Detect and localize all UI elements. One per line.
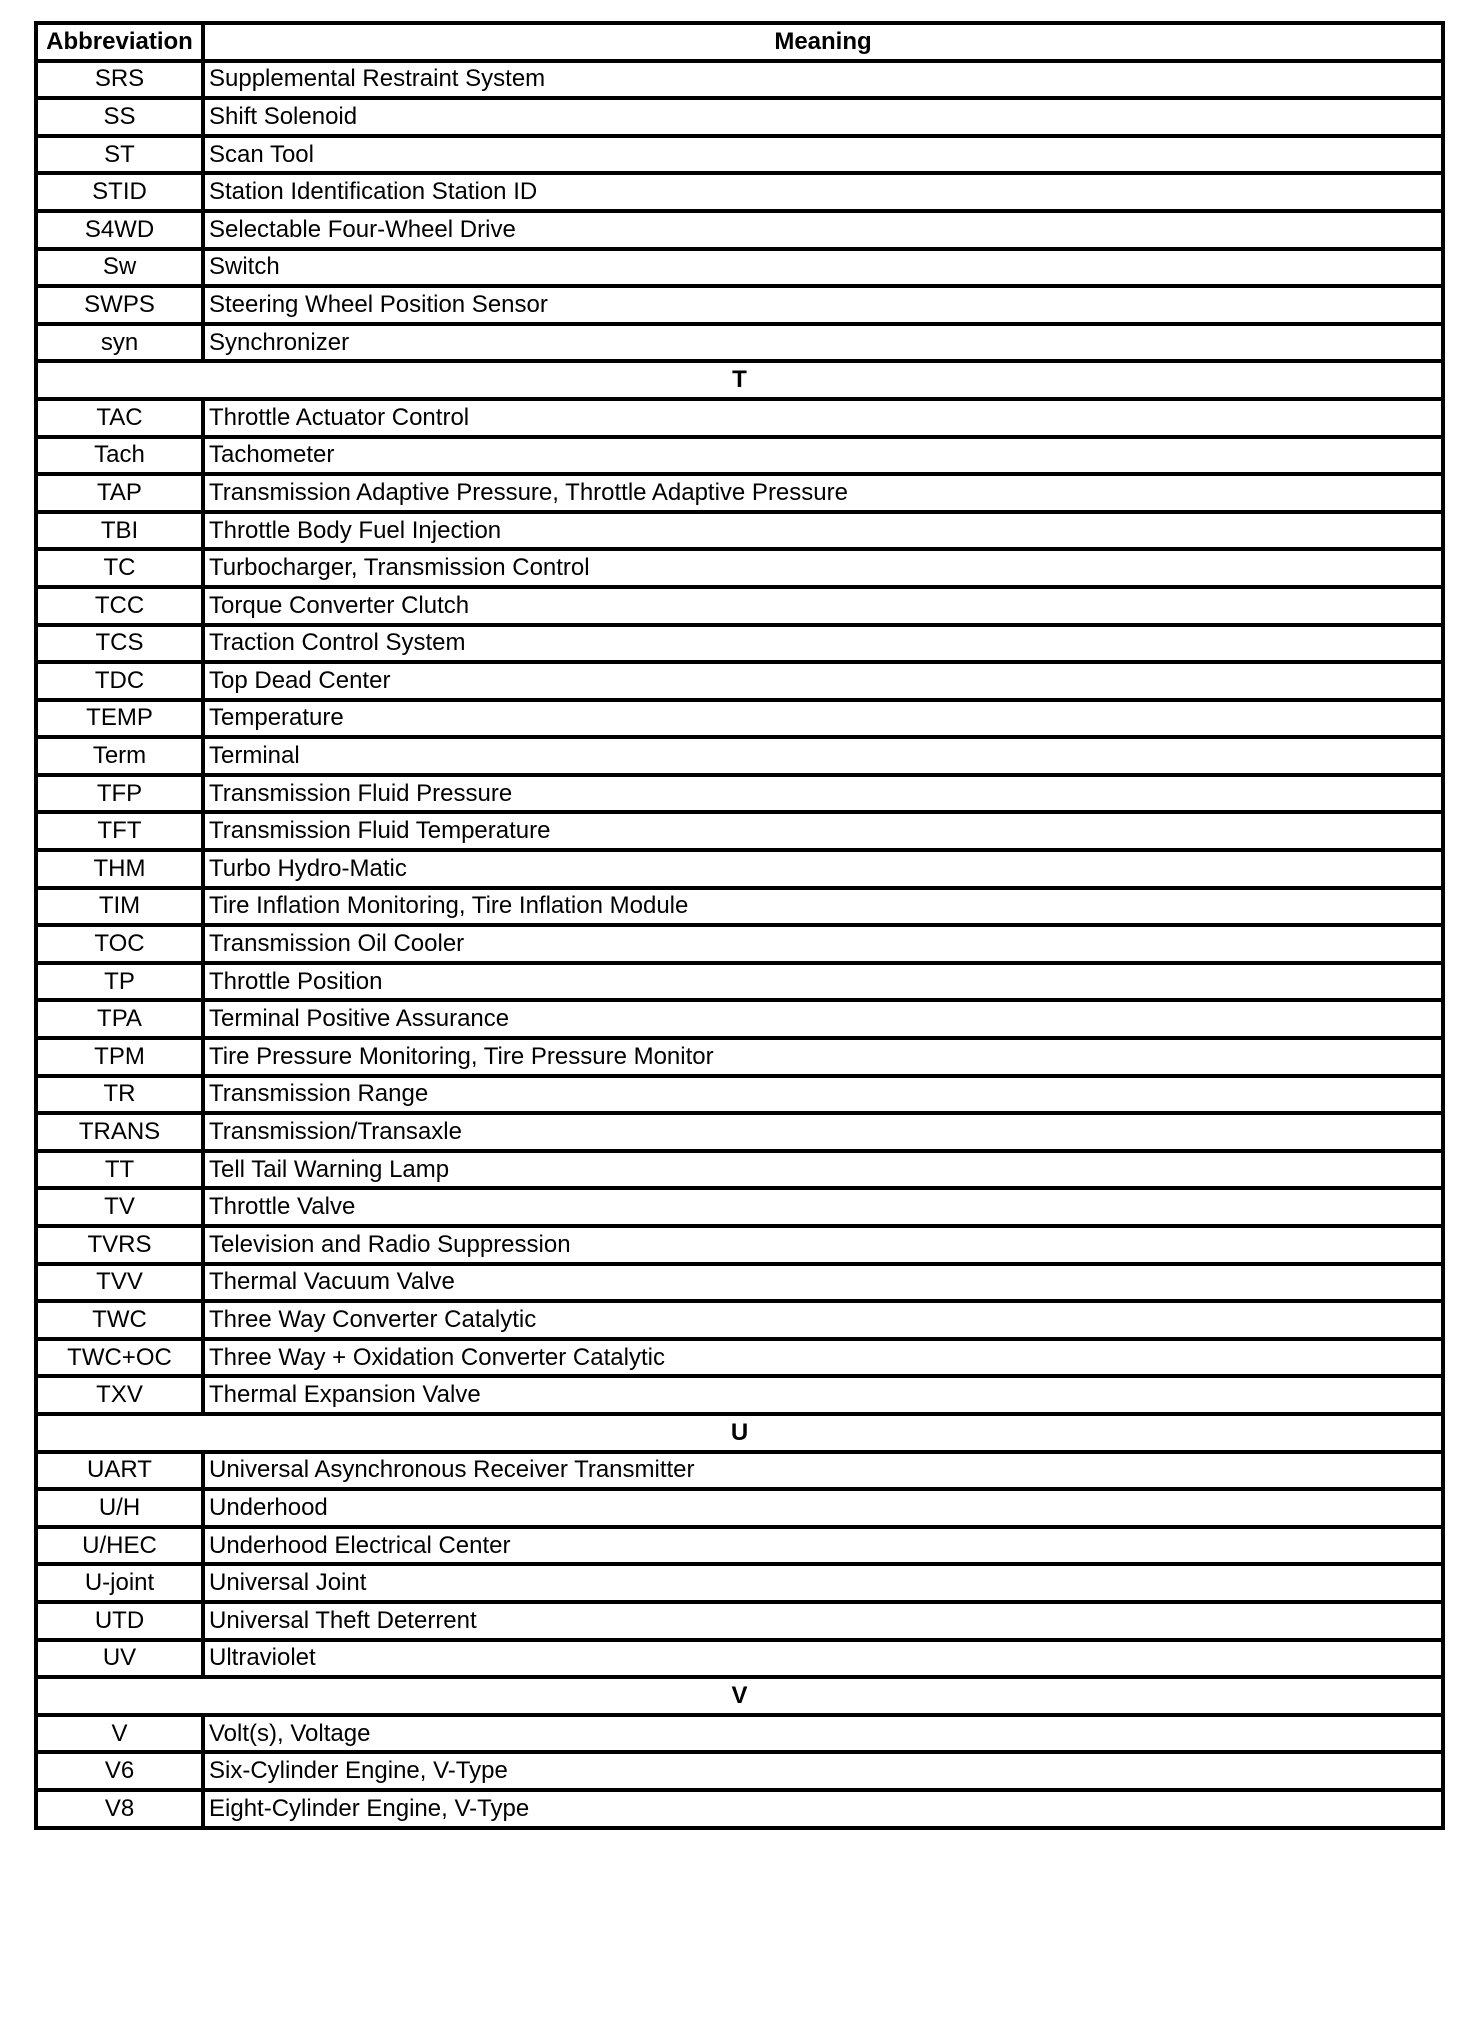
table-body	[36, 61, 1443, 1828]
abbreviation-cell: TRANS	[36, 1113, 203, 1151]
table-row	[36, 775, 1443, 813]
meaning-cell: Station Identification Station ID	[203, 173, 1443, 211]
table-row	[36, 1602, 1443, 1640]
meaning-cell: Three Way Converter Catalytic	[203, 1301, 1443, 1339]
table-row	[36, 1226, 1443, 1264]
section-header-row	[36, 1414, 1443, 1452]
table-row	[36, 1752, 1443, 1790]
meaning-cell: Terminal Positive Assurance	[203, 1000, 1443, 1038]
meaning-cell: Traction Control System	[203, 625, 1443, 663]
abbreviation-cell: TPM	[36, 1038, 203, 1076]
abbreviation-cell: SS	[36, 98, 203, 136]
abbreviation-cell: TCC	[36, 587, 203, 625]
table-row	[36, 136, 1443, 174]
table-row	[36, 925, 1443, 963]
meaning-cell: Turbocharger, Transmission Control	[203, 549, 1443, 587]
abbreviation-cell: U-joint	[36, 1564, 203, 1602]
abbreviation-table	[34, 21, 1445, 1830]
abbreviation-cell: U/H	[36, 1489, 203, 1527]
abbreviation-cell: TPA	[36, 1000, 203, 1038]
meaning-cell: Tire Pressure Monitoring, Tire Pressure Monitor	[203, 1038, 1443, 1076]
table-row	[36, 324, 1443, 362]
abbreviation-cell: V	[36, 1715, 203, 1753]
meaning-column-header: Meaning	[203, 23, 1443, 61]
meaning-cell: Throttle Actuator Control	[203, 399, 1443, 437]
meaning-cell: Tell Tail Warning Lamp	[203, 1151, 1443, 1189]
table-row	[36, 1489, 1443, 1527]
table-row	[36, 662, 1443, 700]
meaning-cell: Selectable Four-Wheel Drive	[203, 211, 1443, 249]
abbreviation-cell: ST	[36, 136, 203, 174]
abbreviation-cell: TBI	[36, 512, 203, 550]
meaning-cell: Tachometer	[203, 437, 1443, 475]
meaning-cell: Temperature	[203, 700, 1443, 738]
abbreviation-cell: U/HEC	[36, 1527, 203, 1565]
meaning-cell: Switch	[203, 249, 1443, 287]
abbreviation-column-header: Abbreviation	[36, 23, 203, 61]
meaning-cell: Turbo Hydro-Matic	[203, 850, 1443, 888]
abbreviation-cell: TCS	[36, 625, 203, 663]
table-row	[36, 512, 1443, 550]
abbreviation-cell: TIM	[36, 888, 203, 926]
meaning-cell: Tire Inflation Monitoring, Tire Inflation Module	[203, 888, 1443, 926]
meaning-cell: Transmission Range	[203, 1076, 1443, 1114]
table-row	[36, 1452, 1443, 1490]
meaning-cell: Shift Solenoid	[203, 98, 1443, 136]
abbreviation-cell: S4WD	[36, 211, 203, 249]
abbreviation-cell: TWC+OC	[36, 1339, 203, 1377]
meaning-cell: Thermal Expansion Valve	[203, 1376, 1443, 1414]
meaning-cell: Transmission Oil Cooler	[203, 925, 1443, 963]
table-row	[36, 1640, 1443, 1678]
meaning-cell: Throttle Body Fuel Injection	[203, 512, 1443, 550]
meaning-cell: Top Dead Center	[203, 662, 1443, 700]
abbreviation-cell: TWC	[36, 1301, 203, 1339]
meaning-cell: Torque Converter Clutch	[203, 587, 1443, 625]
table-row	[36, 1264, 1443, 1302]
table-row	[36, 399, 1443, 437]
table-row	[36, 1376, 1443, 1414]
table-row	[36, 173, 1443, 211]
meaning-cell: Television and Radio Suppression	[203, 1226, 1443, 1264]
meaning-cell: Universal Joint	[203, 1564, 1443, 1602]
section-letter: T	[36, 361, 1443, 399]
meaning-cell: Supplemental Restraint System	[203, 61, 1443, 99]
meaning-cell: Throttle Valve	[203, 1188, 1443, 1226]
table-row	[36, 1076, 1443, 1114]
table-header-row	[36, 23, 1443, 61]
abbreviation-cell: V8	[36, 1790, 203, 1828]
abbreviation-cell: Tach	[36, 437, 203, 475]
table-row	[36, 1038, 1443, 1076]
meaning-cell: Throttle Position	[203, 963, 1443, 1001]
abbreviation-cell: TV	[36, 1188, 203, 1226]
abbreviation-cell: syn	[36, 324, 203, 362]
meaning-cell: Eight-Cylinder Engine, V-Type	[203, 1790, 1443, 1828]
meaning-cell: Transmission Fluid Temperature	[203, 812, 1443, 850]
abbreviation-cell: TVV	[36, 1264, 203, 1302]
table-row	[36, 1564, 1443, 1602]
abbreviation-cell: UTD	[36, 1602, 203, 1640]
abbreviation-cell: TVRS	[36, 1226, 203, 1264]
meaning-cell: Universal Theft Deterrent	[203, 1602, 1443, 1640]
meaning-cell: Thermal Vacuum Valve	[203, 1264, 1443, 1302]
table-row	[36, 549, 1443, 587]
table-row	[36, 1339, 1443, 1377]
table-row	[36, 888, 1443, 926]
abbreviation-cell: UART	[36, 1452, 203, 1490]
table-row	[36, 1527, 1443, 1565]
table-row	[36, 249, 1443, 287]
abbreviation-cell: THM	[36, 850, 203, 888]
abbreviation-cell: UV	[36, 1640, 203, 1678]
table-row	[36, 437, 1443, 475]
table-row	[36, 625, 1443, 663]
table-row	[36, 737, 1443, 775]
abbreviation-cell: TP	[36, 963, 203, 1001]
table-row	[36, 286, 1443, 324]
abbreviation-cell: SWPS	[36, 286, 203, 324]
abbreviation-cell: TT	[36, 1151, 203, 1189]
table-row	[36, 1790, 1443, 1828]
meaning-cell: Universal Asynchronous Receiver Transmitter	[203, 1452, 1443, 1490]
abbreviation-cell: Term	[36, 737, 203, 775]
table-row	[36, 850, 1443, 888]
section-header-row	[36, 1677, 1443, 1715]
section-header-row	[36, 361, 1443, 399]
table-row	[36, 587, 1443, 625]
table-row	[36, 474, 1443, 512]
table-row	[36, 963, 1443, 1001]
meaning-cell: Underhood	[203, 1489, 1443, 1527]
meaning-cell: Synchronizer	[203, 324, 1443, 362]
abbreviation-cell: TFP	[36, 775, 203, 813]
meaning-cell: Three Way + Oxidation Converter Catalytic	[203, 1339, 1443, 1377]
meaning-cell: Six-Cylinder Engine, V-Type	[203, 1752, 1443, 1790]
table-row	[36, 61, 1443, 99]
table-row	[36, 812, 1443, 850]
table-row	[36, 1188, 1443, 1226]
meaning-cell: Underhood Electrical Center	[203, 1527, 1443, 1565]
meaning-cell: Scan Tool	[203, 136, 1443, 174]
section-letter: V	[36, 1677, 1443, 1715]
abbreviation-cell: TAP	[36, 474, 203, 512]
abbreviation-cell: Sw	[36, 249, 203, 287]
table-row	[36, 1151, 1443, 1189]
meaning-cell: Steering Wheel Position Sensor	[203, 286, 1443, 324]
abbreviation-cell: TR	[36, 1076, 203, 1114]
meaning-cell: Volt(s), Voltage	[203, 1715, 1443, 1753]
meaning-cell: Transmission Fluid Pressure	[203, 775, 1443, 813]
abbreviation-cell: TFT	[36, 812, 203, 850]
abbreviation-cell: TXV	[36, 1376, 203, 1414]
section-letter: U	[36, 1414, 1443, 1452]
meaning-cell: Transmission Adaptive Pressure, Throttle Adaptive Pressure	[203, 474, 1443, 512]
table-row	[36, 1301, 1443, 1339]
table-row	[36, 98, 1443, 136]
abbreviation-cell: STID	[36, 173, 203, 211]
table-row	[36, 1000, 1443, 1038]
table-row	[36, 700, 1443, 738]
abbreviation-cell: V6	[36, 1752, 203, 1790]
meaning-cell: Terminal	[203, 737, 1443, 775]
abbreviation-cell: TC	[36, 549, 203, 587]
table-row	[36, 211, 1443, 249]
abbreviation-cell: TOC	[36, 925, 203, 963]
table-row	[36, 1715, 1443, 1753]
abbreviation-cell: TAC	[36, 399, 203, 437]
meaning-cell: Ultraviolet	[203, 1640, 1443, 1678]
abbreviation-cell: TDC	[36, 662, 203, 700]
abbreviation-cell: TEMP	[36, 700, 203, 738]
abbreviation-cell: SRS	[36, 61, 203, 99]
meaning-cell: Transmission/Transaxle	[203, 1113, 1443, 1151]
table-row	[36, 1113, 1443, 1151]
